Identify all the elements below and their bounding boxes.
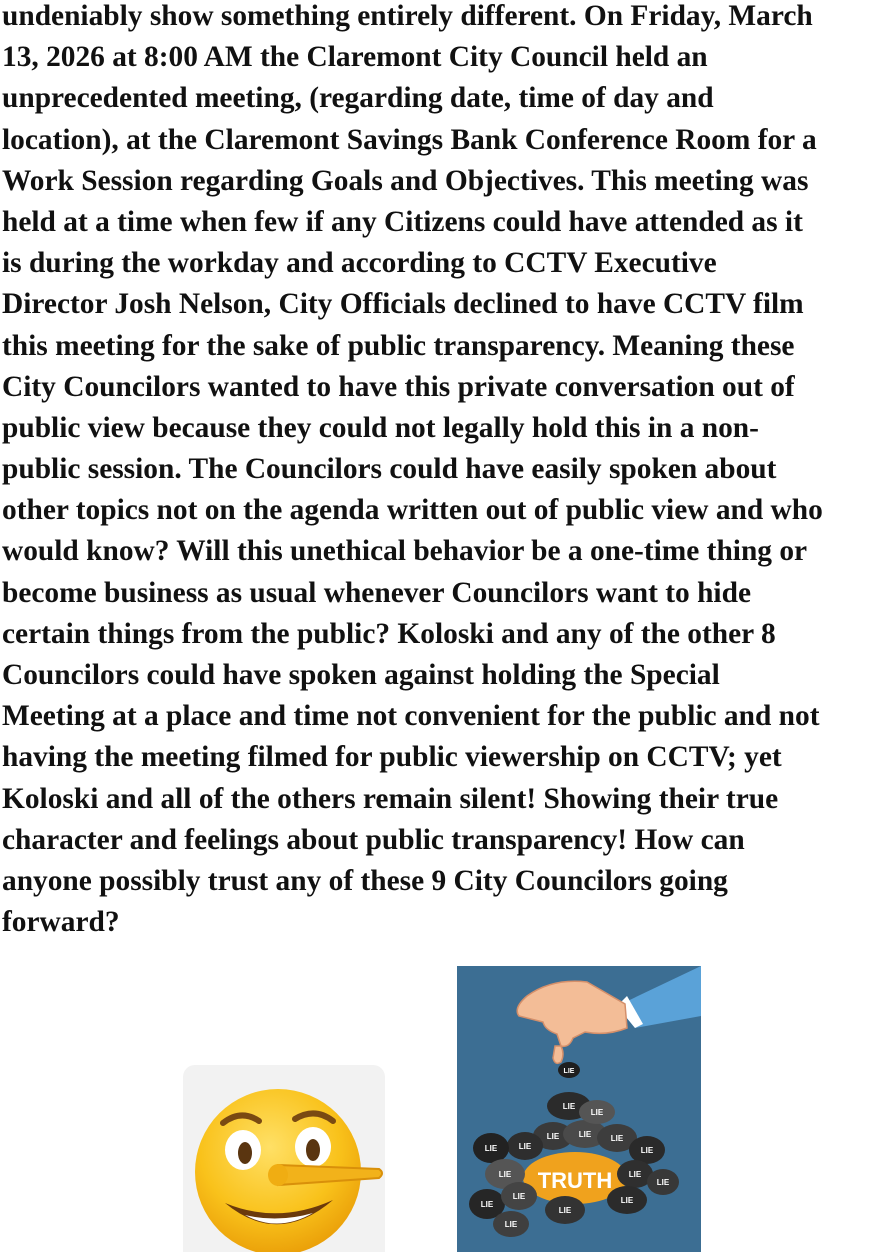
lie-stone-label: LIE <box>563 1068 575 1075</box>
lie-stone-label: LIE <box>610 1134 624 1143</box>
lie-stone-label: LIE <box>590 1108 604 1117</box>
article-line: having the meeting filmed for public viewership on CCTV; yet <box>2 741 782 774</box>
truth-buried-under-lies-image <box>457 966 701 1252</box>
article-body <box>2 0 880 943</box>
lie-stone-label: LIE <box>546 1132 560 1141</box>
article-line: Koloski and all of the others remain silent! Showing their true <box>2 782 779 815</box>
lie-stone-label: LIE <box>480 1200 494 1209</box>
article-line: other topics not on the agenda written out of public view and who <box>2 494 823 527</box>
lie-stone-label: LIE <box>498 1170 512 1179</box>
lie-stone-label: LIE <box>578 1130 592 1139</box>
article-line: character and feelings about public transparency! How can <box>2 823 745 856</box>
lying-face-emoji-icon <box>183 1065 385 1252</box>
lying-face-emoji-image <box>183 1065 385 1252</box>
article-line: public session. The Councilors could have easily spoken about <box>2 453 777 486</box>
article-line: this meeting for the sake of public transparency. Meaning these <box>2 329 795 362</box>
article-line: City Councilors wanted to have this private conversation out of <box>2 370 795 403</box>
article-line: held at a time when few if any Citizens could have attended as it <box>2 205 803 238</box>
truth-buried-under-lies-icon <box>457 966 701 1252</box>
article-line: public view because they could not legally hold this in a non- <box>2 411 759 444</box>
article-line: Work Session regarding Goals and Objectives. This meeting was <box>2 164 809 197</box>
article-line: is during the workday and according to CCTV Executive <box>2 247 717 280</box>
article-line: Director Josh Nelson, City Officials declined to have CCTV film <box>2 288 804 321</box>
article-line: location), at the Claremont Savings Bank Conference Room for a <box>2 123 817 156</box>
lie-stone-label: LIE <box>656 1178 670 1187</box>
lie-stone-label: LIE <box>620 1196 634 1205</box>
article-line: forward? <box>2 906 120 939</box>
article-line: would know? Will this unethical behavior be a one-time thing or <box>2 535 808 568</box>
article-line: 13, 2026 at 8:00 AM the Claremont City Council held an <box>2 41 708 74</box>
lie-stone-label: LIE <box>628 1170 642 1179</box>
lie-stone-label: LIE <box>558 1206 572 1215</box>
lie-stone-label: LIE <box>562 1102 576 1111</box>
article-line: anyone possibly trust any of these 9 City Councilors going <box>2 864 728 897</box>
article-line: Councilors could have spoken against holding the Special <box>2 659 720 691</box>
article-line: unprecedented meeting, (regarding date, time of day and <box>2 82 714 115</box>
article-line: become business as usual whenever Councilors want to hide <box>2 576 751 609</box>
lie-stone-label: LIE <box>512 1192 526 1201</box>
lie-stone-label: LIE <box>640 1146 654 1155</box>
article-line: certain things from the public? Koloski and any of the other 8 <box>2 617 776 650</box>
article-line: undeniably show something entirely different. On Friday, March <box>2 0 813 32</box>
lie-stone-label: LIE <box>518 1142 532 1151</box>
lie-stone-label: LIE <box>484 1144 498 1153</box>
lie-stone-label: LIE <box>504 1220 518 1229</box>
article-line: Meeting at a place and time not convenient for the public and not <box>2 700 820 733</box>
truth-label: TRUTH <box>537 1168 613 1193</box>
